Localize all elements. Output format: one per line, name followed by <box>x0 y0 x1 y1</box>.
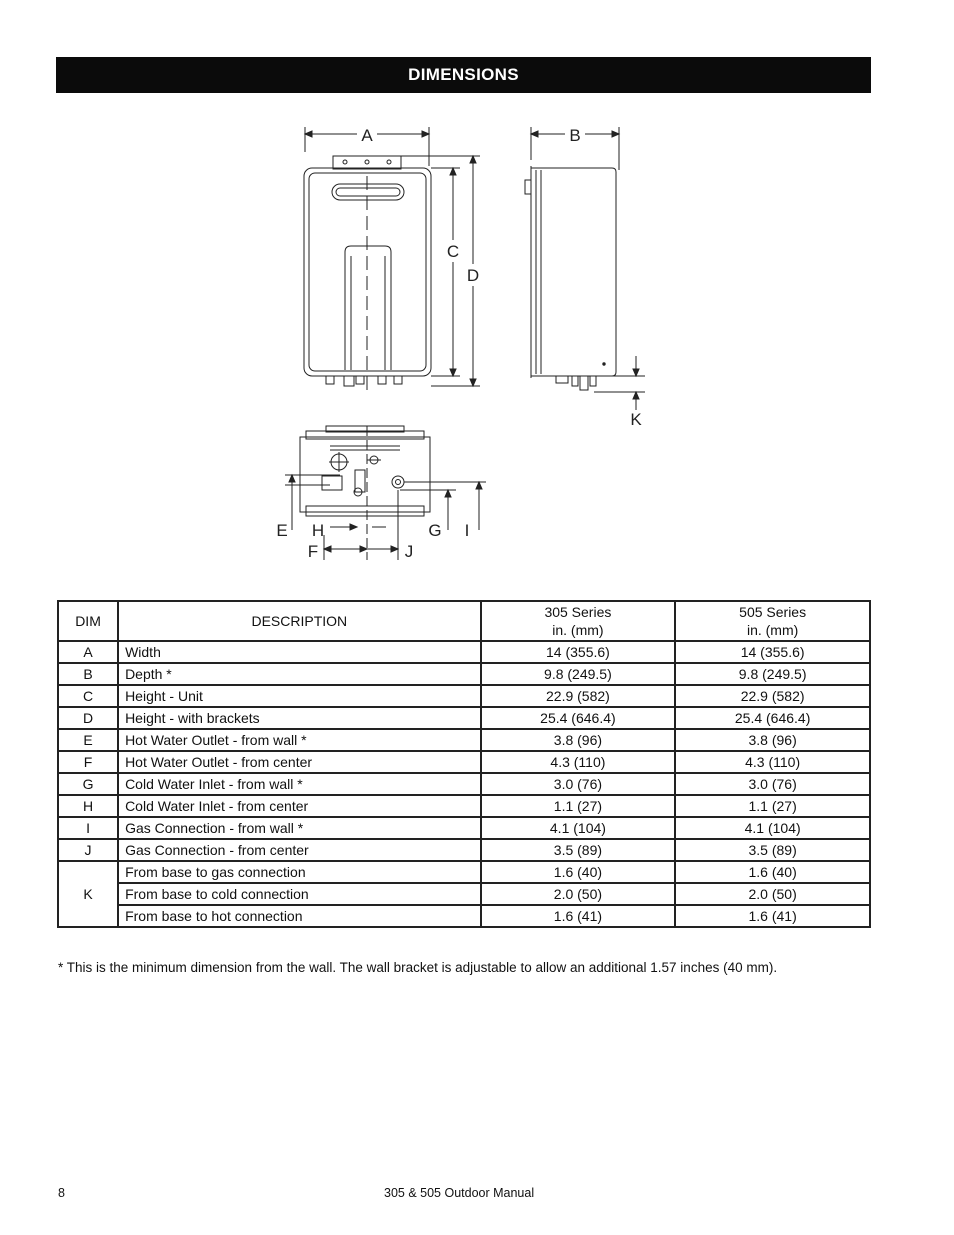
cell-505: 2.0 (50) <box>675 883 870 905</box>
label-a: A <box>361 126 373 145</box>
cell-dim: B <box>58 663 118 685</box>
cell-505: 3.8 (96) <box>675 729 870 751</box>
table-footnote: * This is the minimum dimension from the wall. The wall bracket is adjustable to allow an additional 1.57 inches (40 mm). <box>58 960 778 975</box>
cell-505: 4.3 (110) <box>675 751 870 773</box>
cell-description: Width <box>118 641 481 663</box>
cell-305: 9.8 (249.5) <box>481 663 676 685</box>
cell-dim: D <box>58 707 118 729</box>
dimensions-diagram <box>0 0 954 600</box>
cell-505: 9.8 (249.5) <box>675 663 870 685</box>
cell-dim: G <box>58 773 118 795</box>
header-305-line1: 305 Series <box>544 604 612 620</box>
cell-dim: I <box>58 817 118 839</box>
table-row <box>58 795 870 817</box>
cell-505: 1.1 (27) <box>675 795 870 817</box>
cell-305: 1.6 (41) <box>481 905 676 927</box>
table-row <box>58 839 870 861</box>
cell-305: 4.1 (104) <box>481 817 676 839</box>
cell-305: 3.5 (89) <box>481 839 676 861</box>
cell-305: 14 (355.6) <box>481 641 676 663</box>
cell-305: 1.6 (40) <box>481 861 676 883</box>
cell-description: Height - Unit <box>118 685 481 707</box>
cell-505: 22.9 (582) <box>675 685 870 707</box>
cell-505: 14 (355.6) <box>675 641 870 663</box>
table-row <box>58 817 870 839</box>
cell-305: 22.9 (582) <box>481 685 676 707</box>
cell-dim: J <box>58 839 118 861</box>
header-505-line2: in. (mm) <box>746 622 799 638</box>
cell-description: Height - with brackets <box>118 707 481 729</box>
bottom-view <box>276 426 486 561</box>
label-c: C <box>446 242 460 261</box>
cell-305: 25.4 (646.4) <box>481 707 676 729</box>
cell-505: 3.0 (76) <box>675 773 870 795</box>
cell-description: Cold Water Inlet - from wall * <box>118 773 481 795</box>
cell-505: 25.4 (646.4) <box>675 707 870 729</box>
label-d: D <box>466 266 480 285</box>
side-view <box>525 126 645 429</box>
table-row <box>58 905 870 927</box>
label-h: H <box>311 521 325 540</box>
table-header-row <box>58 601 870 641</box>
cell-dim: E <box>58 729 118 751</box>
cell-505: 1.6 (40) <box>675 861 870 883</box>
cell-description: From base to cold connection <box>118 883 481 905</box>
dimensions-table <box>57 600 871 928</box>
label-j: J <box>404 542 414 561</box>
header-dim: DIM <box>58 601 118 641</box>
label-k: K <box>630 410 642 429</box>
table-row <box>58 685 870 707</box>
cell-dim: C <box>58 685 118 707</box>
table-row <box>58 751 870 773</box>
cell-305: 3.8 (96) <box>481 729 676 751</box>
cell-305: 2.0 (50) <box>481 883 676 905</box>
header-305-line2: in. (mm) <box>552 622 604 638</box>
header-505-line1: 505 Series <box>739 604 807 620</box>
header-305-series <box>481 601 676 641</box>
page-number: 8 <box>58 1186 65 1200</box>
table-row <box>58 641 870 663</box>
cell-description: From base to hot connection <box>118 905 481 927</box>
cell-description: Hot Water Outlet - from center <box>118 751 481 773</box>
manual-title: 305 & 505 Outdoor Manual <box>384 1186 535 1200</box>
cell-305: 1.1 (27) <box>481 795 676 817</box>
cell-dim: H <box>58 795 118 817</box>
cell-description: Gas Connection - from center <box>118 839 481 861</box>
table-row <box>58 707 870 729</box>
label-b: B <box>569 126 581 145</box>
cell-dim-k: K <box>58 861 118 927</box>
table-row <box>58 663 870 685</box>
cell-505: 4.1 (104) <box>675 817 870 839</box>
label-g: G <box>428 521 442 540</box>
cell-description: Gas Connection - from wall * <box>118 817 481 839</box>
header-description: DESCRIPTION <box>118 601 481 641</box>
section-title: DIMENSIONS <box>408 65 519 84</box>
table-row <box>58 773 870 795</box>
table-row <box>58 729 870 751</box>
cell-dim: F <box>58 751 118 773</box>
front-view <box>304 126 480 390</box>
cell-305: 4.3 (110) <box>481 751 676 773</box>
cell-505: 1.6 (41) <box>675 905 870 927</box>
label-f: F <box>307 542 319 561</box>
cell-description: From base to gas connection <box>118 861 481 883</box>
table-row <box>58 861 870 883</box>
cell-description: Cold Water Inlet - from center <box>118 795 481 817</box>
cell-description: Hot Water Outlet - from wall * <box>118 729 481 751</box>
table-row <box>58 883 870 905</box>
label-i: I <box>464 521 470 540</box>
cell-description: Depth * <box>118 663 481 685</box>
label-e: E <box>276 521 288 540</box>
header-505-series <box>675 601 870 641</box>
cell-dim: A <box>58 641 118 663</box>
cell-505: 3.5 (89) <box>675 839 870 861</box>
cell-305: 3.0 (76) <box>481 773 676 795</box>
